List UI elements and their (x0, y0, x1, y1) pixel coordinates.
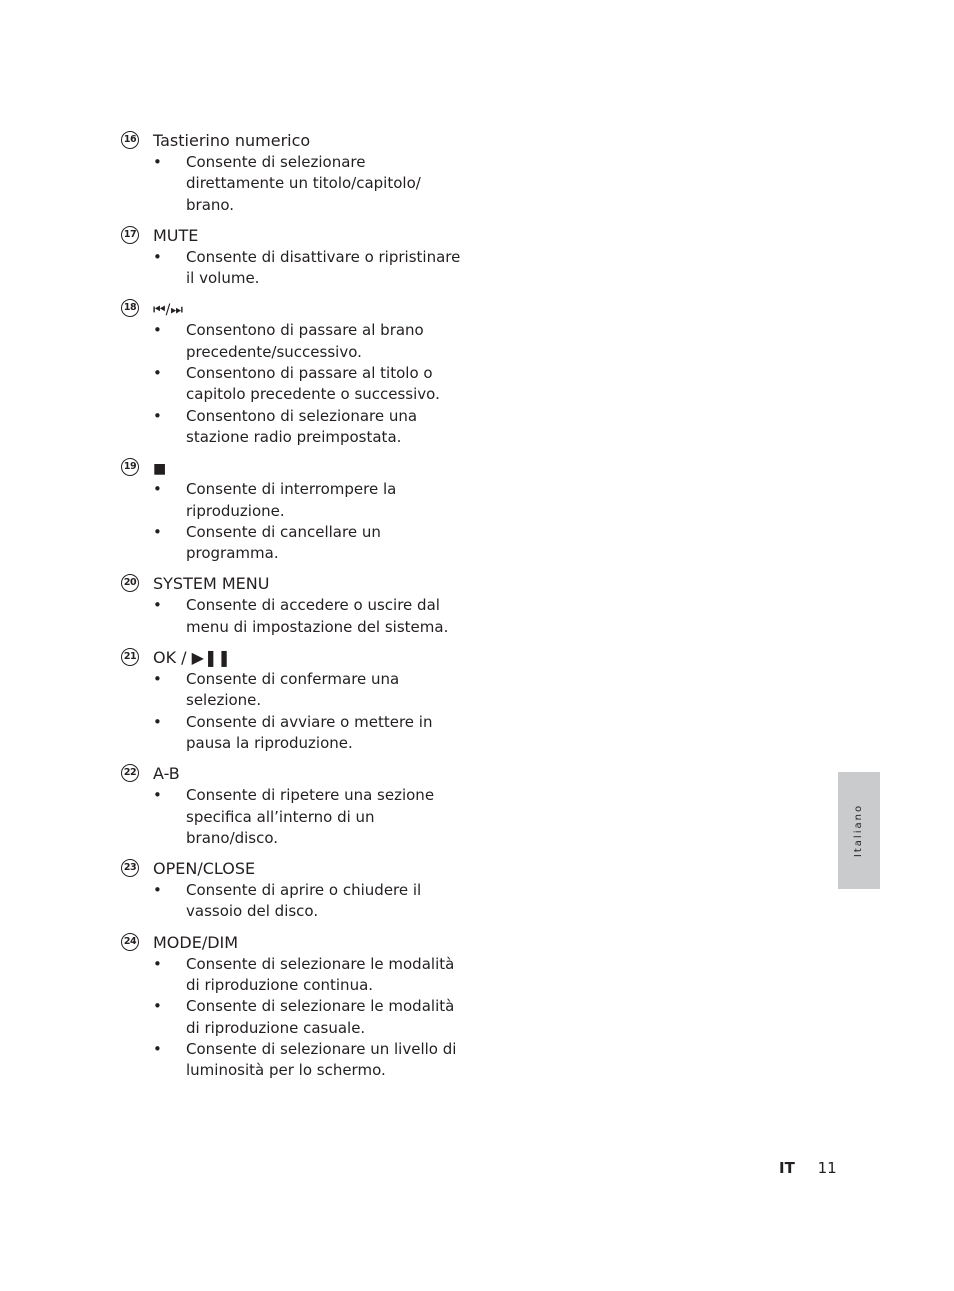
list-item (121, 880, 461, 923)
list-item-text: Consentono di passare al titolo o capitolo precedente o successivo. (186, 364, 440, 404)
bullet-icon: • (153, 522, 162, 541)
item-number-badge: 21 (121, 648, 139, 666)
page-number: 11 (817, 1159, 837, 1177)
bullet-list (121, 880, 461, 923)
list-item-text: Consente di cancellare un programma. (186, 522, 381, 563)
item-number-badge: 17 (121, 226, 139, 244)
list-item-text: Consente di selezionare un livello di luminosità per lo schermo. (186, 1039, 457, 1080)
item-number-badge: 19 (121, 458, 139, 476)
section-heading (121, 573, 461, 595)
list-item (121, 712, 461, 755)
list-item (121, 1039, 461, 1082)
list-item-text: Consente di interrompere la riproduzione. (186, 480, 397, 520)
section-heading (121, 647, 461, 669)
section-system-menu (121, 573, 461, 638)
bullet-list (121, 152, 461, 216)
list-item (121, 247, 461, 290)
page-footer (779, 1158, 837, 1178)
section-heading (121, 130, 461, 152)
section-title: A-B (153, 764, 180, 784)
item-number-badge: 18 (121, 299, 139, 317)
section-mute (121, 225, 461, 290)
list-item-text: Consente di accedere o uscire dal menu di impostazione del sistema. (186, 596, 449, 636)
item-number-badge: 22 (121, 764, 139, 782)
list-item (121, 954, 461, 997)
section-ok-play-pause (121, 647, 461, 754)
content-column (121, 130, 461, 1082)
list-item-text: Consente di selezionare le modalità di riproduzione casuale. (186, 997, 455, 1037)
list-item (121, 406, 461, 449)
list-item (121, 669, 461, 712)
section-heading (121, 763, 461, 785)
bullet-list (121, 247, 461, 290)
list-item-text: Consente di aprire o chiudere il vassoio del disco. (186, 881, 422, 921)
list-item (121, 479, 461, 522)
bullet-icon: • (153, 1039, 162, 1058)
bullet-list (121, 954, 461, 1082)
bullet-icon: • (153, 596, 162, 615)
section-title: MUTE (153, 225, 199, 245)
bullet-icon: • (153, 480, 162, 499)
list-item (121, 522, 461, 565)
section-title: SYSTEM MENU (153, 574, 270, 594)
bullet-list (121, 595, 461, 638)
section-open-close (121, 858, 461, 923)
list-item (121, 363, 461, 406)
bullet-icon: • (153, 153, 162, 171)
bullet-icon: • (153, 321, 162, 340)
list-item-text: Consentono di passare al brano precedente/successivo. (186, 321, 424, 361)
section-title: OK / ▶❚❚ (153, 648, 231, 668)
item-number-badge: 24 (121, 933, 139, 951)
list-item (121, 152, 461, 216)
section-a-b (121, 763, 461, 849)
section-heading (121, 858, 461, 880)
list-item-text: Consente di confermare una selezione. (186, 670, 400, 710)
bullet-icon: • (153, 786, 162, 805)
footer-language: IT (779, 1159, 795, 1177)
list-item (121, 785, 461, 849)
language-tab-label: Italiano (853, 803, 865, 858)
list-item-text: Consente di avviare o mettere in pausa la riproduzione. (186, 712, 433, 752)
section-stop (121, 457, 461, 564)
list-item-text: Consente di selezionare direttamente un titolo/capitolo/ brano. (186, 153, 421, 214)
item-number-badge: 16 (121, 131, 139, 149)
bullet-icon: • (153, 247, 162, 266)
list-item (121, 320, 461, 363)
section-mode-dim (121, 932, 461, 1082)
section-numeric-keypad (121, 130, 461, 216)
list-item-text: Consentono di selezionare una stazione radio preimpostata. (186, 406, 418, 446)
section-heading (121, 932, 461, 954)
language-side-tab (838, 772, 880, 889)
bullet-icon: • (153, 406, 162, 425)
bullet-icon: • (153, 712, 162, 731)
section-title: MODE/DIM (153, 932, 239, 952)
prev-next-icon: ⏮/⏭ (153, 302, 183, 319)
bullet-list (121, 479, 461, 564)
bullet-icon: • (153, 954, 162, 973)
bullet-list (121, 669, 461, 754)
bullet-list (121, 785, 461, 849)
list-item (121, 996, 461, 1039)
section-title: OPEN/CLOSE (153, 859, 256, 879)
section-title: Tastierino numerico (153, 131, 311, 150)
bullet-icon: • (153, 997, 162, 1016)
list-item-text: Consente di selezionare le modalità di riproduzione continua. (186, 954, 455, 995)
bullet-icon: • (153, 364, 162, 383)
section-heading (121, 225, 461, 247)
stop-icon: ■ (153, 461, 167, 478)
list-item-text: Consente di disattivare o ripristinare il volume. (186, 247, 461, 288)
item-number-badge: 23 (121, 859, 139, 877)
bullet-list (121, 320, 461, 448)
item-number-badge: 20 (121, 574, 139, 592)
section-heading (121, 298, 461, 320)
bullet-icon: • (153, 670, 162, 689)
bullet-icon: • (153, 881, 162, 900)
section-prev-next (121, 298, 461, 448)
section-heading (121, 457, 461, 479)
list-item-text: Consente di ripetere una sezione specifica all’interno di un brano/disco. (186, 786, 435, 847)
list-item (121, 595, 461, 638)
